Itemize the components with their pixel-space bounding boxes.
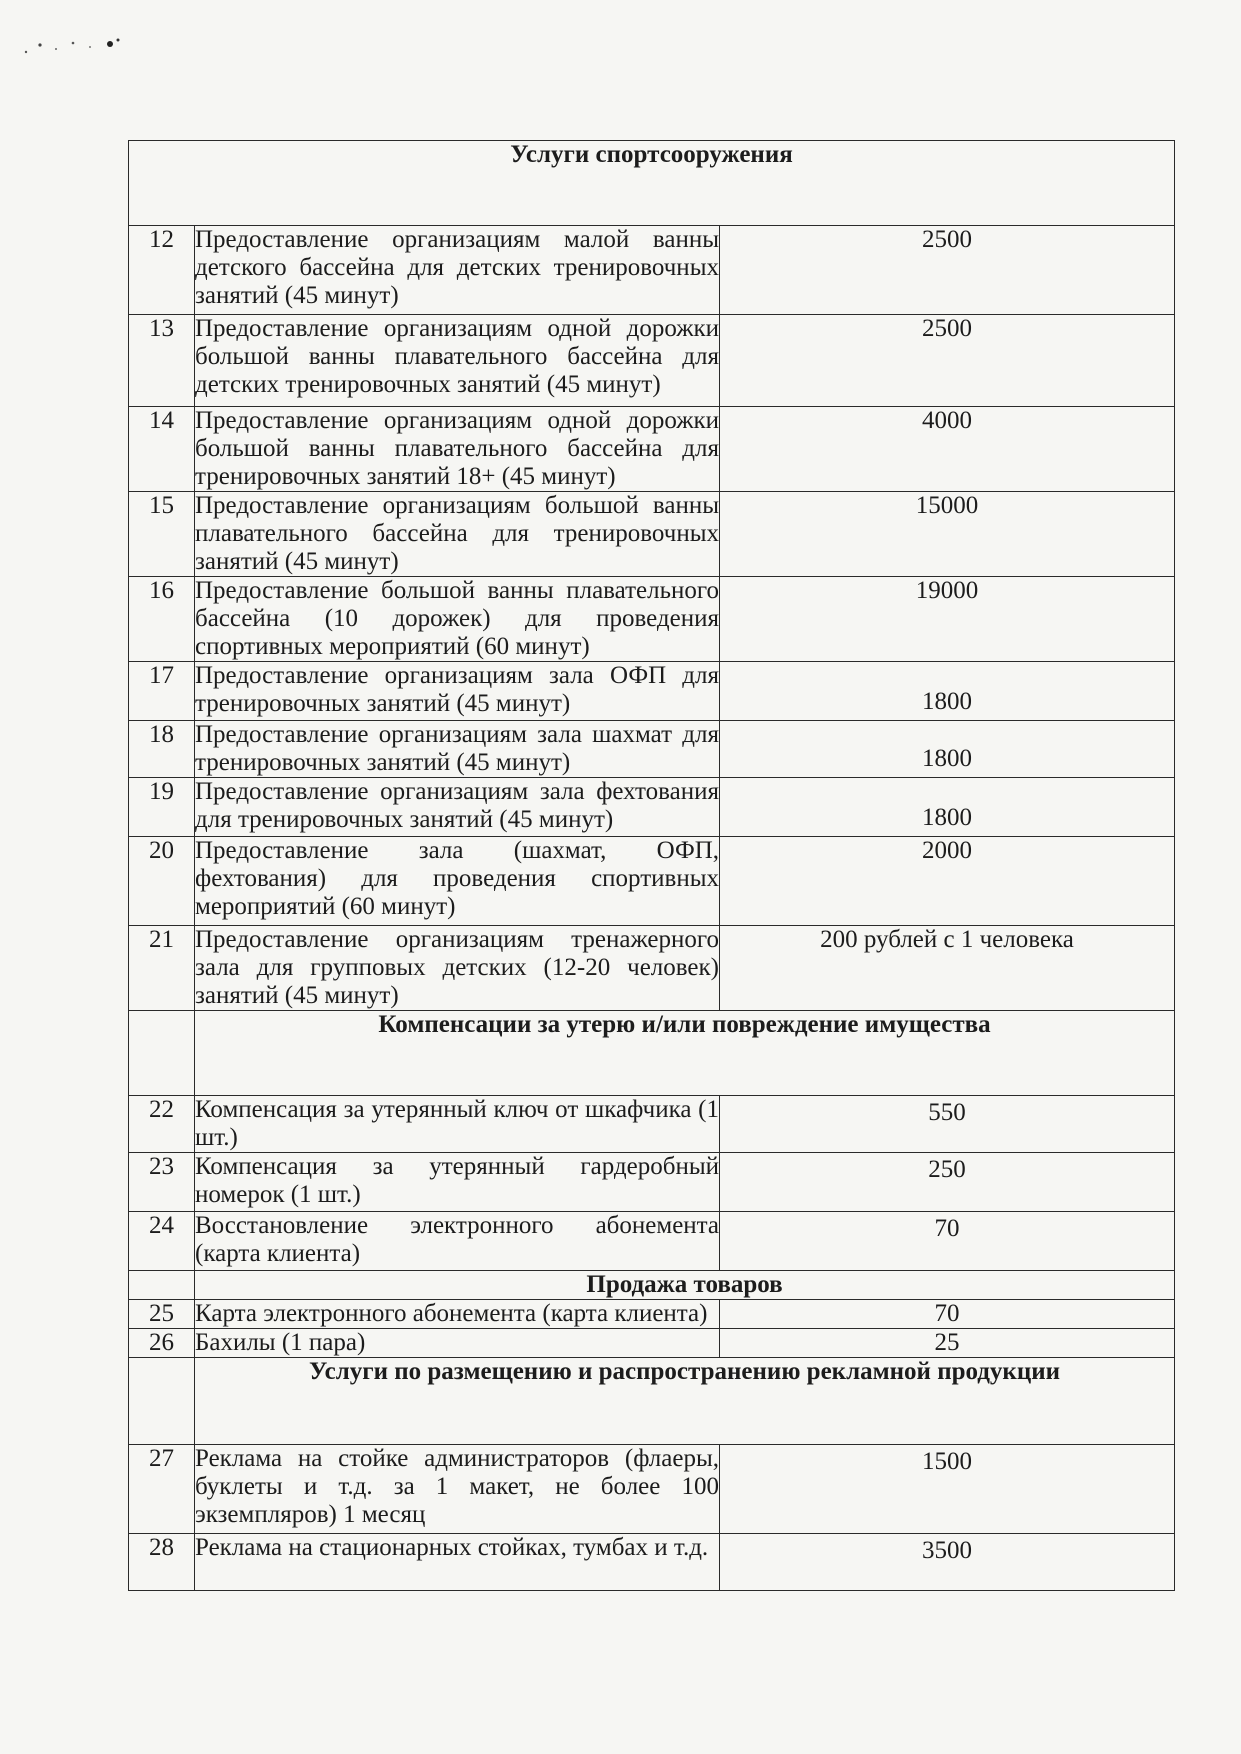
table-row (129, 1445, 1175, 1534)
service-description: Бахилы (1 пара) (195, 1329, 720, 1358)
row-number: 17 (129, 662, 195, 721)
price-value: 4000 (720, 407, 1175, 492)
service-description: Предоставление организациям одной дорожки большой ванны плавательного бассейна для детских тренировочных занятий (45 минут) (195, 315, 720, 407)
row-number: 14 (129, 407, 195, 492)
table-row (129, 721, 1175, 778)
service-description: Предоставление большой ванны плавательного бассейна (10 дорожек) для проведения спортивных мероприятий (60 минут) (195, 577, 719, 660)
section-title: Компенсации за утерю и/или повреждение имущества (195, 1011, 1175, 1096)
row-number: 19 (129, 778, 195, 837)
service-description: Восстановление электронного абонемента (карта клиента) (195, 1212, 720, 1271)
price-value: 70 (720, 1300, 1175, 1329)
price-value: 19000 (720, 577, 1175, 662)
table-row (129, 662, 1175, 721)
row-number: 18 (129, 721, 195, 778)
row-number: 25 (129, 1300, 195, 1329)
price-value: 2500 (720, 315, 1175, 407)
service-description: Предоставление организациям зала ОФП для тренировочных занятий (45 минут) (195, 662, 720, 721)
section-number-cell (129, 1358, 195, 1445)
section-header-row (129, 1271, 1175, 1300)
row-number: 28 (129, 1534, 195, 1591)
row-number: 12 (129, 226, 195, 315)
table-row (129, 837, 1175, 926)
table-row (129, 492, 1175, 577)
service-description: Карта электронного абонемента (карта клиента) (195, 1300, 720, 1329)
service-description: Компенсация за утерянный ключ от шкафчика (1 шт.) (195, 1096, 719, 1151)
row-number: 15 (129, 492, 195, 577)
service-description: Компенсация за утерянный гардеробный номерок (1 шт.) (195, 1153, 720, 1212)
price-value: 1500 (720, 1445, 1175, 1534)
price-value: 3500 (720, 1534, 1175, 1591)
price-value: 25 (720, 1329, 1175, 1358)
section-header-row (129, 1358, 1175, 1445)
row-number: 24 (129, 1212, 195, 1271)
row-number: 23 (129, 1153, 195, 1212)
table-row (129, 1329, 1175, 1358)
table-row (129, 407, 1175, 492)
section-header-row (129, 1011, 1175, 1096)
section-title: Продажа товаров (195, 1271, 1175, 1300)
price-value: 250 (720, 1153, 1175, 1212)
table-row (129, 577, 1175, 662)
table-row (129, 778, 1175, 837)
section-title: Услуги по размещению и распространению рекламной продукции (195, 1358, 1175, 1445)
service-description: Предоставление организациям большой ванны плавательного бассейна для тренировочных занятий (45 минут) (195, 492, 719, 575)
section-title: Услуги спортсооружения (129, 141, 1175, 226)
service-description: Реклама на стационарных стойках, тумбах и т.д. (195, 1534, 720, 1591)
price-value: 70 (720, 1212, 1175, 1271)
service-description: Предоставление организациям зала шахмат для тренировочных занятий (45 минут) (195, 721, 719, 776)
row-number: 26 (129, 1329, 195, 1358)
table-row (129, 1300, 1175, 1329)
service-description: Предоставление организациям одной дорожки большой ванны плавательного бассейна для тренировочных занятий 18+ (45 минут) (195, 407, 719, 490)
section-number-cell (129, 1011, 195, 1096)
service-description: Предоставление организациям зала фехтования для тренировочных занятий (45 минут) (195, 778, 720, 837)
service-description: Предоставление зала (шахмат, ОФП, фехтования) для проведения спортивных мероприятий (60 минут) (195, 837, 720, 926)
row-number: 20 (129, 837, 195, 926)
price-value: 2000 (720, 837, 1175, 926)
table-row (129, 926, 1175, 1011)
table-row (129, 1534, 1175, 1591)
service-description: Предоставление организациям малой ванны детского бассейна для детских тренировочных занятий (45 минут) (195, 226, 720, 315)
table-row (129, 226, 1175, 315)
row-number: 22 (129, 1096, 195, 1153)
table-row (129, 1212, 1175, 1271)
price-value: 1800 (720, 662, 1175, 721)
price-value: 15000 (720, 492, 1175, 577)
table-row (129, 1096, 1175, 1153)
table-row (129, 1153, 1175, 1212)
price-value: 1800 (720, 778, 1175, 837)
table-row (129, 315, 1175, 407)
scan-specks (18, 30, 128, 60)
service-description: Реклама на стойке администраторов (флаеры, буклеты и т.д. за 1 макет, не более 100 экземпляров) 1 месяц (195, 1445, 720, 1534)
section-header-row (129, 141, 1175, 226)
section-number-cell (129, 1271, 195, 1300)
service-description: Предоставление организациям тренажерного зала для групповых детских (12-20 человек) занятий (45 минут) (195, 926, 719, 1009)
price-value: 1800 (720, 721, 1175, 778)
row-number: 13 (129, 315, 195, 407)
price-value: 550 (720, 1096, 1175, 1153)
price-value: 200 рублей с 1 человека (720, 926, 1175, 1011)
row-number: 16 (129, 577, 195, 662)
price-table (128, 140, 1175, 1591)
row-number: 27 (129, 1445, 195, 1534)
row-number: 21 (129, 926, 195, 1011)
price-value: 2500 (720, 226, 1175, 315)
